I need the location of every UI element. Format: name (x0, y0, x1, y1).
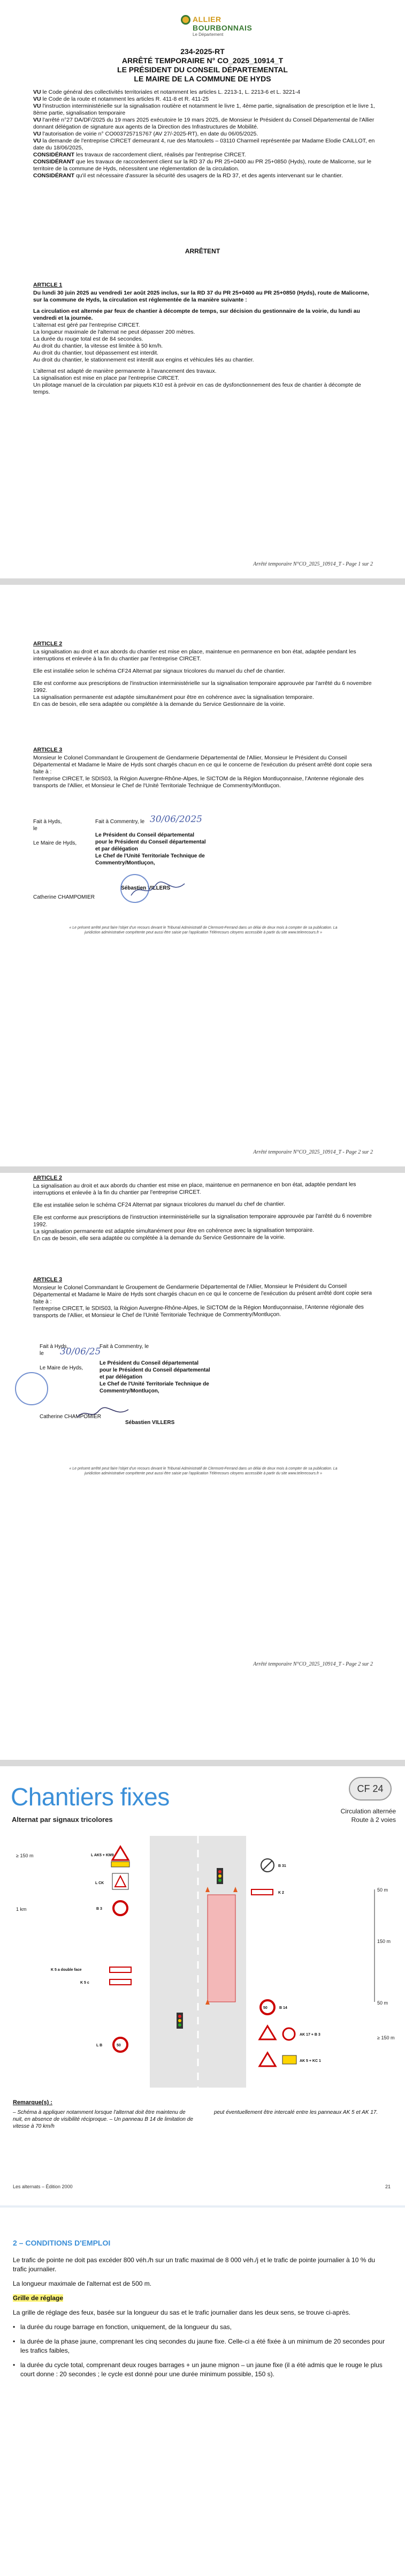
maire-heading: LE MAIRE DE LA COMMUNE DE HYDS (134, 74, 271, 83)
sign-ak17-right (259, 2026, 320, 2040)
page-footer: Arrêté temporaire N°CO_2025_10914_T - Page 2 sur 2 (253, 1149, 373, 1155)
article-2-title: ARTICLE 2 (33, 641, 63, 647)
conditions-para: La grille de réglage des feux, basée sur la longueur du sas et le trafic journalier dans les deux sens, se trouve ci-après. (13, 2309, 351, 2316)
legal-notice: « Le présent arrêté peut faire l'objet d'un recours devant le Tribunal Administratif de Clermont-Ferrand dans un délai de deux mois à compter de sa publication. La juridiction administrative compétente peut aussi être saisie par l'application Télérecours citoyens accessible à partir du site www.telerecours.fr » (69, 926, 338, 935)
svg-text:50 m: 50 m (377, 1887, 388, 1893)
svg-text:B 31: B 31 (278, 1864, 286, 1868)
chantiers-fixes-title: Chantiers fixes (11, 1783, 170, 1811)
bullet-item: • la durée de la phase jaune, comprenant les cinq secondes du jaune fixe. Celle-ci a été fixée à un minimum de 20 secondes pour les trafics faibles, (13, 2337, 387, 2355)
article-2-para: La signalisation permanente est adaptée simultanément pour être en cohérence avec la signalisation temporaire. (33, 694, 314, 701)
article-1-line: La circulation est alternée par feux de chantier à décompte de temps, sur décision du gestionnaire de la voirie, du lundi au vendredi et la journée. (33, 308, 360, 321)
arrete-page-2-scanned (0, 1173, 405, 1760)
visa-line: VU l'arrêté n°27 DA/DF/2025 du 19 mars 2025 exécutoire le 19 mars 2025, de Monsieur le Président du Conseil Départemental de l'Allier donnant délégation de signature aux agents de la Direction des Infrastructures de Mobilité. (33, 117, 375, 130)
visa-line: VU l'instruction interministérielle sur la signalisation routière et notamment le livre 1, 4ème partie, signalisation de prescription et le livre 1, 8ème partie, signalisation temporaire (33, 103, 375, 116)
sig-place: Fait à Hyds, (33, 819, 62, 825)
arrete-page-2 (0, 585, 405, 1166)
sig-role: Le Chef de l'Unité Territoriale Technique de (100, 1381, 209, 1387)
sig-role: Commentry/Montluçon, (95, 860, 155, 866)
article-2-para: La signalisation permanente est adaptée simultanément pour être en cohérence avec la signalisation temporaire. (33, 1226, 314, 1235)
logo-line-1: ALLIER (193, 15, 221, 24)
article-2-para: Elle est conforme aux prescriptions de l'instruction interministérielle sur la signalisation temporaire approuvée par l'arrêté du 6 novembre 1992. (33, 680, 372, 694)
svg-text:50: 50 (263, 2006, 268, 2010)
article-3-para: l'entreprise CIRCET, le SDIS03, la Région Auvergne-Rhône-Alpes, le SICTOM de la Région Montluçonnaise, l'Antenne régionale des transports de l'Allier, et Monsieur le Chef de l'Unité Territoriale Technique de Commentry/Montluçon. (33, 775, 364, 789)
arrete-number: 234-2025-RT (180, 47, 225, 56)
svg-text:1 km: 1 km (16, 1907, 27, 1912)
manual-page-number: 21 (385, 2184, 391, 2189)
article-1-line: La longueur maximale de l'alternat ne peut dépasser 200 mètres. (33, 329, 195, 335)
sign-k5c-left (80, 1979, 131, 1985)
svg-text:B 3: B 3 (96, 1907, 102, 1911)
sig-role: Le Maire de Hyds, (40, 1365, 83, 1371)
president-delegate-name: Sébastien VILLERS (121, 885, 171, 891)
sig-role: pour le Président du Conseil départemental (100, 1367, 210, 1373)
article-2-title: ARTICLE 2 (33, 1174, 63, 1181)
conditions-para: La longueur maximale de l'alternat est de 500 m. (13, 2280, 152, 2287)
arrete-title: ARRÊTÉ TEMPORAIRE N° CO_2025_10914_T (121, 56, 284, 65)
legal-notice: « Le présent arrêté peut faire l'objet d'un recours devant le Tribunal Administratif de Clermont-Ferrand dans un délai de deux mois à compter de sa publication. La juridiction administrative compétente peut aussi être saisie par l'application Télérecours citoyens accessible à partir du site www.telerecours.fr » (69, 1467, 338, 1475)
remark-title: Remarque(s) : (13, 2099, 52, 2106)
svg-text:AK 17 + B 3: AK 17 + B 3 (300, 2033, 320, 2037)
sign-k2-right (251, 1889, 284, 1895)
handwritten-date: 30/06/2025 (150, 814, 202, 825)
sig-role: pour le Président du Conseil départemental (95, 839, 206, 845)
page-footer: Arrêté temporaire N°CO_2025_10914_T - Page 1 sur 2 (253, 561, 373, 567)
logo-line-2: BOURBONNAIS (193, 24, 253, 32)
article-3-para: l'entreprise CIRCET, le SDIS03, la Région Auvergne-Rhône-Alpes, le SICTOM de la Région Montluçonnaise, l'Antenne régionale des transports de l'Allier, et Monsieur le Chef de l'Unité Territoriale Technique de Commentry/Montluçon. (33, 1304, 364, 1319)
traffic-light-bottom (177, 2013, 183, 2029)
visa-line: CONSIDÉRANT les travaux de raccordement client, réalisés par l'entreprise CIRCET. (33, 152, 246, 158)
visa-line: VU l'autorisation de voirie n° CO00372571S767 (AV 27/-2025-RT), en date du 06/05/2025. (33, 131, 258, 137)
sig-role: Commentry/Montluçon, (100, 1388, 159, 1394)
logo-line-3: Le Département (193, 32, 224, 37)
conditions-heading: 2 – CONDITIONS D'EMPLOI (13, 2239, 111, 2247)
sig-place: Fait à Hyds, (40, 1344, 68, 1350)
conditions-para: Le trafic de pointe ne doit pas excéder 800 véh./h sur un trafic maximal de 8 000 véh./j et le trafic de pointe journalier à 10 % du trafic journalier. (13, 2256, 376, 2273)
president-heading: LE PRÉSIDENT DU CONSEIL DÉPARTEMENTAL (117, 65, 288, 74)
sig-role: Le Maire de Hyds, (33, 840, 77, 846)
right-title-2: Route à 2 voies (351, 1816, 396, 1824)
visa-line: VU le Code général des collectivités territoriales et notamment les articles L. 2213-1, L. 2213-6 et L. 3221-4 (33, 89, 301, 95)
page-footer: Arrêté temporaire N°CO_2025_10914_T - Page 2 sur 2 (253, 1661, 373, 1667)
mayor-name: Catherine CHAMPOMIER (40, 1414, 102, 1420)
article-1-line: Au droit du chantier, tout dépassement est interdit. (33, 350, 159, 356)
svg-text:50 m: 50 m (377, 2000, 388, 2006)
article-3-copy (33, 1275, 376, 1319)
bullet-item: • la durée du cycle total, comprenant deux rouges barrages + un jaune mignon – un jaune fixe (il a été admis que le rouge le plus court donne : 20 secondes ; le cycle est donné pour une durée minimum possible, 150 s). (13, 2361, 387, 2379)
article-1-line: Au droit du chantier, la vitesse est limitée à 50 km/h. (33, 343, 163, 349)
article-3-para: Monsieur le Colonel Commandant le Groupement de Gendarmerie Départemental de l'Allier, Monsieur le Président du Conseil Départemental et Madame le Maire de Hyds sont chargés chacun en ce qui le concerne de l'exécution du présent arrêté dont copie sera faite à : (33, 1283, 372, 1305)
article-1 (33, 282, 376, 396)
bullet-item: • la durée du rouge barrage en fonction, uniquement, de la longueur du sas, (13, 2323, 387, 2332)
signage-diagram (0, 1836, 405, 2088)
sig-role: et par délégation (100, 1374, 143, 1380)
visa-line: VU la demande de l'entreprise CIRCET demeurant 4, rue des Martoulets – 03110 Charmeil représentée par Madame Elodie CAILLOT, en date du 18/06/2025, (33, 138, 375, 151)
svg-text:≥ 150 m: ≥ 150 m (16, 1853, 34, 1858)
sign-k5ab-left (51, 1967, 131, 1972)
article-1-line: L'alternat est adapté de manière permanente à l'avancement des travaux. (33, 368, 217, 374)
signature-scribble (128, 879, 187, 901)
article-1-line: La durée du rouge total est de 84 secondes. (33, 336, 143, 342)
arretent-heading: ARRÊTENT (185, 247, 220, 255)
article-2-para: En cas de besoin, elle sera adaptée ou complétée à la demande du Service Gestionnaire de la voirie. (33, 1234, 286, 1242)
article-1-line: La signalisation est mise en place par l'entreprise CIRCET. (33, 375, 179, 381)
sig-role: Le Chef de l'Unité Territoriale Technique de (95, 853, 205, 859)
sign-b3-left (96, 1901, 127, 1915)
sign-ak5-left (91, 1847, 129, 1867)
article-2-para: La signalisation au droit et aux abords du chantier est mise en place, maintenue en permanence en bon état, adaptée pendant les interruptions et enlevée à la fin du chantier par l'entreprise CIRCET. (33, 1181, 356, 1196)
article-1-title: ARTICLE 1 (33, 282, 63, 288)
sig-place: Fait à Commentry, le (100, 1344, 149, 1350)
mayor-name: Catherine CHAMPOMIER (33, 894, 95, 900)
remark-left: – Schéma à appliquer notamment lorsque l'alternat doit être maintenu de nuit, en absence de visibilité réciproque. – Un panneau B 14 de limitation de vitesse à 70 km/h (13, 2110, 193, 2129)
article-3-title: ARTICLE 3 (33, 747, 63, 753)
article-2-para: En cas de besoin, elle sera adaptée ou complétée à la demande du Service Gestionnaire de la voirie. (33, 701, 286, 707)
svg-text:50: 50 (117, 2044, 121, 2047)
svg-text:L CK: L CK (95, 1881, 104, 1885)
svg-text:150 m: 150 m (377, 1939, 391, 1944)
article-2-para: La signalisation au droit et aux abords du chantier est mise en place, maintenue en permanence en bon état, adaptée pendant les interruptions et enlevée à la fin du chantier par l'entreprise CIRCET. (33, 649, 356, 662)
article-3-para: Monsieur le Colonel Commandant le Groupement de Gendarmerie Départemental de l'Allier, Monsieur le Président du Conseil Départemental et Madame le Maire de Hyds sont chargés chacun en ce qui le concerne de l'exécution du présent arrêté dont copie sera faite à : (33, 755, 372, 775)
svg-text:K 2: K 2 (278, 1891, 284, 1895)
manual-edition: Les alternats – Édition 2000 (13, 2184, 73, 2189)
sign-b14-left (96, 2038, 127, 2052)
sig-role: Le Président du Conseil départemental (95, 832, 195, 838)
article-3-title: ARTICLE 3 (33, 1276, 63, 1283)
conditions-body (13, 2256, 387, 2384)
chantiers-fixes-page (0, 1766, 405, 2576)
sig-date-label: le (33, 826, 37, 832)
article-3 (33, 747, 376, 789)
sign-b14-right (261, 2000, 287, 2014)
svg-text:K 5 a double face: K 5 a double face (51, 1968, 82, 1972)
arrete-page-1 (0, 0, 405, 578)
visas-block (33, 89, 376, 179)
sig-role: et par délégation (95, 846, 139, 852)
sign-b31-right (261, 1859, 286, 1872)
visa-line: CONSIDÉRANT que les travaux de raccordement client sur la RD 37 du PR 25+0400 au PR 25+0850 (Hyds), route de Malicorne, sur le territoire de la commune de Hyds, nécessitent une réglementation de la circulation. (33, 159, 372, 172)
article-1-period: Du lundi 30 juin 2025 au vendredi 1er août 2025 inclus, sur la RD 37 du PR 25+0400 au PR 25+0850 (Hyds), route de Malicorne, sur la commune de Hyds, la circulation est réglementée de la manière suivante : (33, 290, 369, 303)
article-1-line: Un pilotage manuel de la circulation par piquets K10 est à prévoir en cas de dysfonctionnement des feux de chantier à décompte de temps. (33, 382, 361, 395)
visa-line: VU le Code de la route et notamment les articles R. 411-8 et R. 411-25 (33, 96, 209, 102)
svg-text:B 14: B 14 (279, 2006, 287, 2010)
article-2 (33, 641, 376, 708)
alternat-subtitle: Alternat par signaux tricolores (12, 1816, 113, 1824)
article-2-para: Elle est installée selon le schéma CF24 Alternat par signaux tricolores du manuel du chef de chantier. (33, 1201, 286, 1209)
sign-ak5-right (259, 2053, 321, 2066)
svg-text:L B: L B (96, 2044, 103, 2047)
sign-ck-left (95, 1873, 128, 1889)
sig-place: Fait à Commentry, le (95, 819, 145, 825)
mairie-stamp (15, 1372, 48, 1405)
president-signature-block (100, 1343, 244, 1426)
article-1-line: L'alternat est géré par l'entreprise CIRCET. (33, 322, 140, 328)
department-logo (193, 15, 257, 37)
article-1-line: Au droit du chantier, le stationnement est interdit aux engins et véhicules liés au chantier. (33, 357, 254, 363)
traffic-light-top (217, 1868, 223, 1884)
svg-text:K 5 c: K 5 c (80, 1981, 89, 1985)
svg-text:L AK5 + KM9: L AK5 + KM9 (91, 1854, 114, 1857)
visa-line: CONSIDÉRANT qu'il est nécessaire d'assurer la sécurité des usagers de la RD 37, et des agents intervenant sur le chantier. (33, 172, 343, 179)
article-2-para: Elle est conforme aux prescriptions de l'instruction interministérielle sur la signalisation temporaire approuvée par l'arrêté du 6 novembre 1992. (33, 1212, 372, 1228)
grille-reglage-heading: Grille de réglage (13, 2294, 64, 2302)
svg-text:AK 5 + KC 1: AK 5 + KC 1 (300, 2059, 321, 2063)
work-zone (208, 1895, 235, 2002)
sig-role: Le Président du Conseil départemental (100, 1360, 199, 1366)
article-2-para: Elle est installée selon le schéma CF24 Alternat par signaux tricolores du manuel du chef de chantier. (33, 668, 286, 674)
sig-date-label: le (40, 1351, 44, 1357)
remark-right: peut éventuellement être intercalé entre les panneaux AK 5 et AK 17. (214, 2110, 378, 2115)
president-delegate-name: Sébastien VILLERS (125, 1420, 175, 1426)
svg-text:≥ 150 m: ≥ 150 m (377, 2035, 395, 2040)
schema-badge: CF 24 (349, 1777, 392, 1801)
right-title-1: Circulation alternée (340, 1807, 396, 1815)
logo-mark-icon (181, 15, 190, 25)
article-2-copy (33, 1173, 376, 1242)
handwritten-date: 30/06/25 (60, 1346, 101, 1357)
route-type-title (316, 1807, 396, 1824)
page-divider (0, 2205, 405, 2208)
